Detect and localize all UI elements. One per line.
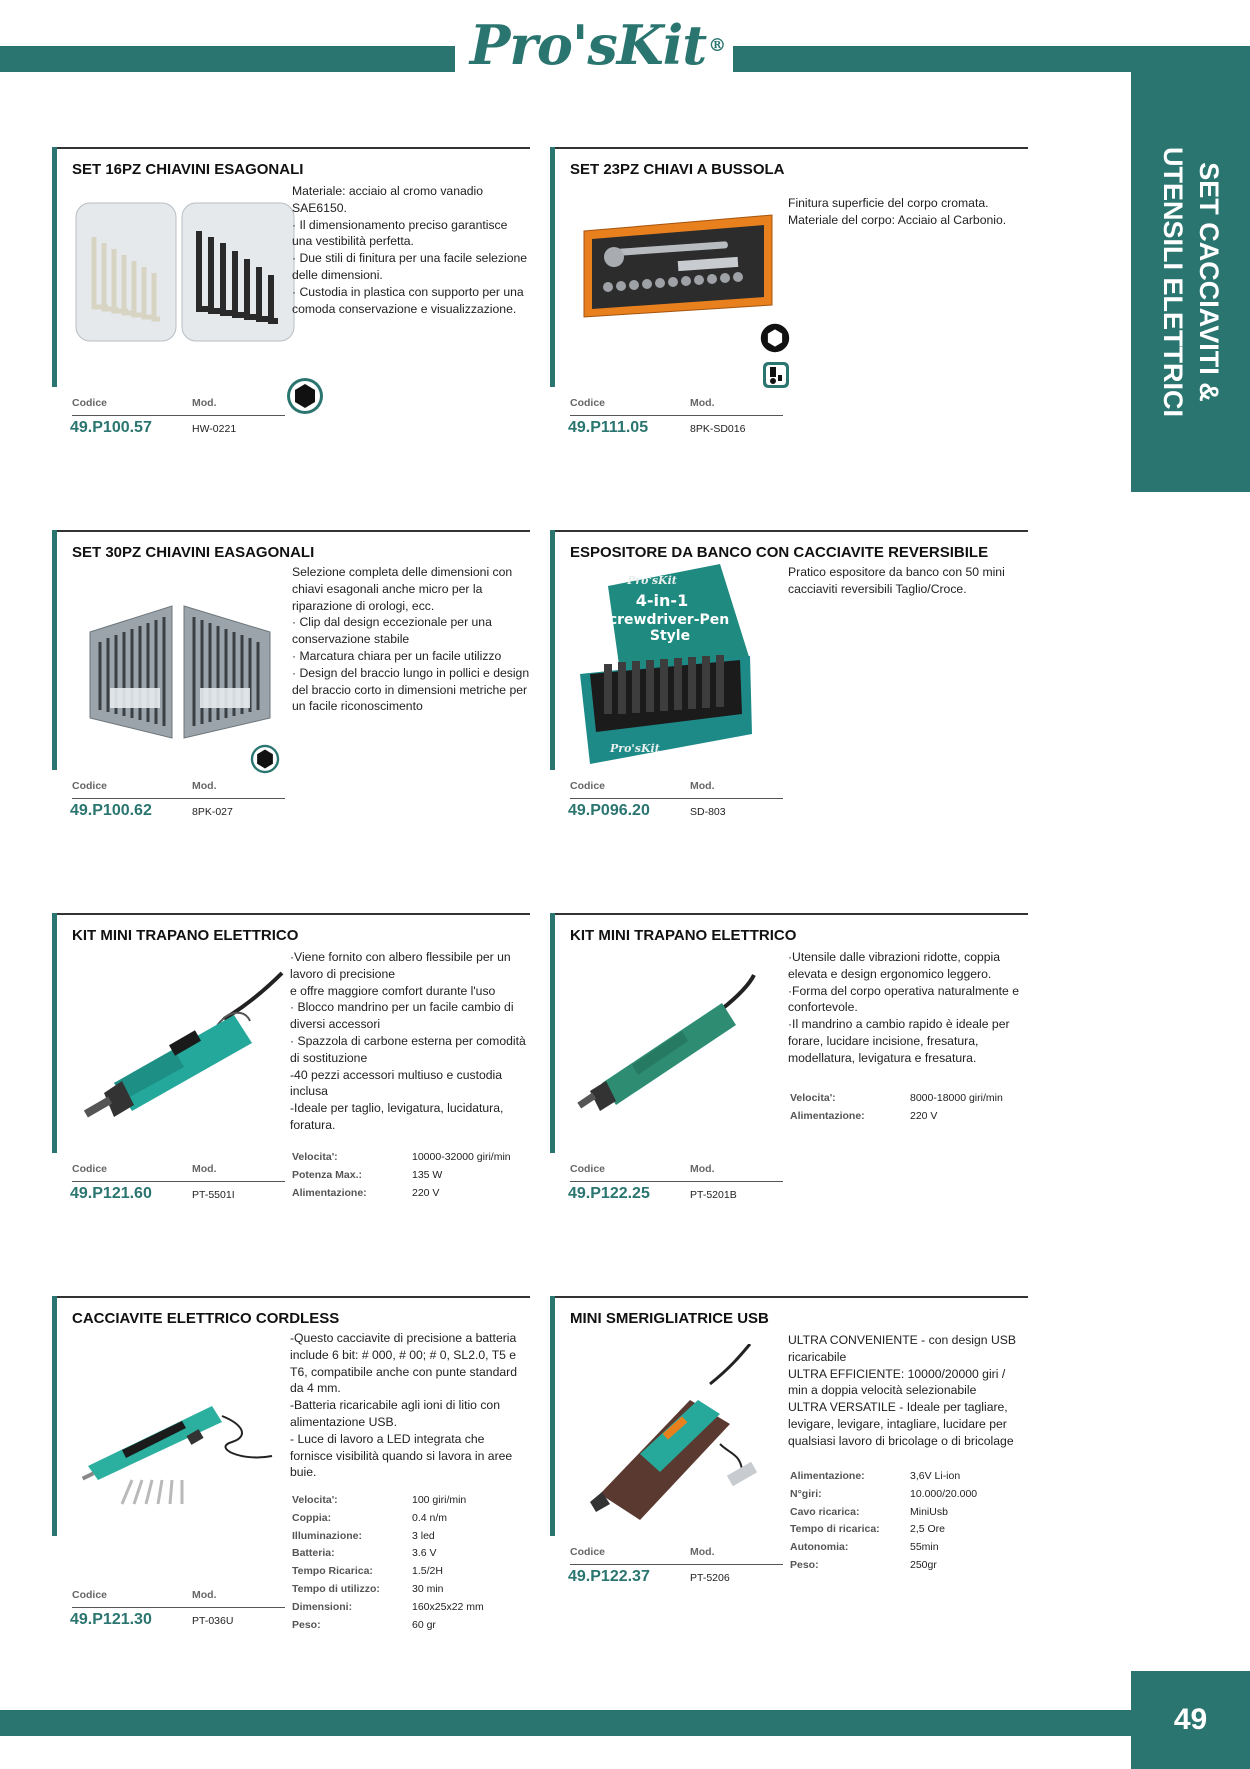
product-description — [788, 564, 1028, 598]
box-brand-text: Pro'sKit — [610, 742, 660, 755]
card-accent-bar — [52, 913, 57, 1153]
code-label: Codice — [570, 780, 606, 792]
spec-value: 8000-18000 giri/min — [910, 1092, 1003, 1104]
product-card — [550, 147, 1028, 477]
description-line: ULTRA VERSATILE - Ideale per tagliare, levigare, levigare, intagliare, lucidare per qualsiasi lavoro di bricolage o di bricolage — [788, 1400, 1014, 1448]
product-code-block — [570, 1546, 790, 1589]
description-line: ULTRA CONVENIENTE - con design USB ricaricabile — [788, 1333, 1017, 1364]
product-code: 49.P111.05 — [568, 419, 649, 436]
description-line: ·Viene fornito con albero flessibile per un lavoro di precisione — [290, 950, 511, 981]
description-line: · Spazzola di carbone esterna per comodità di sostituzione — [290, 1033, 526, 1065]
spec-row — [292, 1185, 511, 1203]
spec-row — [292, 1617, 484, 1635]
spec-row — [790, 1108, 1003, 1126]
product-title: KIT MINI TRAPANO ELETTRICO — [72, 927, 299, 944]
spec-value: 160x25x22 mm — [412, 1600, 484, 1613]
spec-value: 10.000/20.000 — [910, 1487, 978, 1500]
spec-row — [790, 1504, 977, 1522]
product-code: 49.P100.62 — [70, 802, 152, 819]
spec-row — [790, 1521, 977, 1539]
product-title: ESPOSITORE DA BANCO CON CACCIAVITE REVERSIBILE — [570, 544, 989, 561]
code-label: Codice — [72, 397, 108, 409]
product-code-block — [570, 780, 790, 823]
hex-socket-icon — [250, 744, 280, 774]
spec-key: Batteria: — [292, 1547, 335, 1560]
spec-value: 3.6 V — [412, 1547, 437, 1560]
product-card — [550, 913, 1028, 1243]
spec-row — [292, 1492, 484, 1510]
product-description — [290, 949, 530, 1134]
ratchet-drive-icon — [762, 361, 790, 389]
model-label: Mod. — [690, 1163, 715, 1175]
description-line: · Blocco mandrino per un facile cambio di diversi accessori — [290, 1000, 514, 1032]
product-description — [290, 1330, 530, 1481]
spec-row — [292, 1581, 484, 1599]
product-code: 49.P121.30 — [70, 1611, 152, 1628]
description-line: · Il dimensionamento preciso garantisce una vestibilità perfetta. — [292, 217, 508, 249]
spec-table — [790, 1468, 977, 1575]
product-code-block — [72, 397, 292, 440]
product-card — [52, 913, 530, 1243]
product-model: SD-803 — [690, 806, 726, 818]
screwdriver-display-image — [580, 564, 755, 764]
product-model: PT-5201B — [690, 1189, 737, 1201]
product-title: SET 16PZ CHIAVINI ESAGONALI — [72, 161, 304, 178]
product-description — [788, 949, 1028, 1067]
spec-row — [790, 1557, 977, 1575]
product-card — [550, 530, 1028, 860]
model-label: Mod. — [192, 780, 217, 792]
description-line: · Clip dal design eccezionale per una conservazione stabile — [292, 615, 492, 647]
spec-key: Tempo di utilizzo: — [292, 1582, 380, 1595]
model-label: Mod. — [690, 780, 715, 792]
product-code-block — [570, 1163, 790, 1206]
page-number-box — [1131, 1671, 1250, 1769]
cordless-screwdriver-image — [82, 1376, 282, 1506]
spec-key: Peso: — [292, 1618, 321, 1631]
description-line: e offre maggiore comfort durante l'uso — [290, 983, 496, 998]
card-top-rule — [52, 1296, 530, 1298]
model-label: Mod. — [690, 1546, 715, 1558]
card-top-rule — [52, 530, 530, 532]
description-line: Materiale: acciaio al cromo vanadio SAE6150. — [292, 184, 484, 215]
code-label: Codice — [570, 1546, 606, 1558]
spec-value: 3 led — [412, 1529, 435, 1542]
product-title: CACCIAVITE ELETTRICO CORDLESS — [72, 1310, 340, 1327]
card-accent-bar — [550, 1296, 555, 1536]
box-line2-text: Screwdriver-Pen — [598, 612, 730, 628]
description-line: · Due stili di finitura per una facile selezione delle dimensioni. — [292, 251, 528, 282]
product-model: PT-5501I — [192, 1189, 235, 1201]
code-label: Codice — [72, 1589, 108, 1601]
product-title: MINI SMERIGLIATRICE USB — [570, 1310, 769, 1327]
product-card — [52, 1296, 530, 1636]
spec-value: 100 giri/min — [412, 1494, 467, 1506]
description-line: -40 pezzi accessori multiuso e custodia inclusa — [290, 1067, 503, 1099]
box-line3-text: Style — [649, 628, 691, 644]
spec-table — [790, 1090, 1003, 1126]
description-line: ·Forma del corpo operativa naturalmente e confortevole. — [788, 983, 1020, 1015]
product-description — [788, 1332, 1028, 1450]
description-line: -Batteria ricaricabile agli ioni di litio con alimentazione USB. — [290, 1398, 500, 1429]
model-label: Mod. — [192, 1589, 217, 1601]
section-title — [1155, 147, 1227, 417]
product-code-block — [570, 397, 790, 440]
spec-key: Velocita': — [790, 1092, 836, 1104]
product-model: 8PK-SD016 — [690, 423, 746, 435]
spec-key: Velocita': — [292, 1494, 338, 1506]
product-model: PT-5206 — [690, 1572, 730, 1584]
header-bar-right — [733, 46, 1250, 72]
product-code: 49.P121.60 — [70, 1185, 152, 1202]
description-line: Selezione completa delle dimensioni con chiavi esagonali anche micro per la riparazione di orologi, ecc. — [292, 565, 513, 613]
product-title: KIT MINI TRAPANO ELETTRICO — [570, 927, 797, 944]
model-label: Mod. — [192, 397, 217, 409]
description-line: · Design del braccio lungo in pollici e design del braccio corto in dimensioni metriche per un facile riconoscimento — [292, 665, 530, 714]
proskit-logo — [465, 10, 730, 80]
product-code-block — [72, 1163, 292, 1206]
spec-key: Alimentazione: — [790, 1109, 865, 1122]
spec-key: Cavo ricarica: — [790, 1505, 860, 1518]
section-title-line1: SET CACCIAVITI & — [1194, 162, 1224, 402]
card-top-rule — [550, 913, 1028, 915]
model-label: Mod. — [192, 1163, 217, 1175]
product-code-block — [72, 780, 292, 823]
description-line: - Luce di lavoro a LED integrata che fornisce visibilità quando si lavora in aree buie. — [290, 1431, 513, 1480]
product-description — [788, 195, 1028, 229]
spec-row — [790, 1090, 1003, 1108]
spec-key: Alimentazione: — [292, 1186, 367, 1199]
product-title: SET 30PZ CHIAVINI EASAGONALI — [72, 544, 315, 561]
code-label: Codice — [72, 1163, 108, 1175]
hex-key-set-image — [74, 197, 299, 347]
product-code: 49.P122.37 — [568, 1568, 650, 1585]
logo-registered-mark: ® — [708, 34, 726, 56]
spec-key: Dimensioni: — [292, 1600, 353, 1613]
description-line: Finitura superficie del corpo cromata. — [788, 196, 989, 210]
product-code: 49.P122.25 — [568, 1185, 650, 1202]
card-top-rule — [550, 530, 1028, 532]
product-model: PT-036U — [192, 1615, 234, 1627]
description-line: -Questo cacciavite di precisione a batteria include 6 bit: # 000, # 00; # 0, SL2.0, T5 e T6, compatibile anche con punte standard da 4 mm. — [290, 1331, 517, 1396]
description-line: -Ideale per taglio, levigatura, lucidatura, foratura. — [290, 1101, 504, 1132]
card-top-rule — [52, 147, 530, 149]
product-code: 49.P100.57 — [70, 419, 152, 436]
card-accent-bar — [550, 147, 555, 387]
spec-value: 2,5 Ore — [910, 1523, 946, 1536]
description-line: · Marcatura chiara per un facile utilizzo — [292, 648, 502, 663]
spec-row — [790, 1468, 977, 1486]
product-card — [52, 147, 530, 477]
spec-row — [790, 1486, 977, 1504]
spec-key: Coppia: — [292, 1511, 332, 1524]
card-accent-bar — [550, 913, 555, 1153]
page-number: 49 — [1173, 1703, 1208, 1736]
spec-key: Potenza Max.: — [292, 1168, 363, 1181]
usb-grinder-image — [580, 1344, 770, 1524]
spec-key: Alimentazione: — [790, 1470, 865, 1482]
description-line: ULTRA EFFICIENTE: 10000/20000 giri / min a doppia velocità selezionabile — [788, 1366, 1006, 1398]
socket-set-image — [578, 209, 778, 319]
rotary-tool-image — [572, 973, 772, 1113]
product-model: HW-0221 — [192, 423, 237, 435]
spec-key: Tempo Ricarica: — [292, 1565, 373, 1578]
product-model: 8PK-027 — [192, 806, 233, 818]
product-description — [292, 564, 530, 715]
spec-row — [292, 1510, 484, 1528]
spec-key: Velocita': — [292, 1151, 338, 1163]
card-accent-bar — [52, 530, 57, 770]
product-code-block — [72, 1589, 292, 1632]
spec-value: 0.4 n/m — [412, 1511, 448, 1524]
spec-value: MiniUsb — [910, 1505, 948, 1518]
spec-value: 30 min — [412, 1582, 444, 1595]
spec-value: 60 gr — [412, 1618, 436, 1631]
hex-key-set-image — [80, 592, 280, 742]
hex-socket-icon — [760, 323, 790, 353]
product-description — [292, 183, 530, 317]
spec-row — [292, 1599, 484, 1617]
description-line: ·Utensile dalle vibrazioni ridotte, coppia elevata e design ergonomico leggero. — [788, 950, 1001, 981]
spec-row — [292, 1167, 511, 1185]
spec-row — [292, 1545, 484, 1563]
logo-text: Pro'sKit — [469, 13, 707, 77]
spec-key: Illuminazione: — [292, 1529, 363, 1542]
section-side-tab — [1131, 72, 1250, 492]
card-top-rule — [550, 147, 1028, 149]
description-line: Pratico espositore da banco con 50 mini cacciaviti reversibili Taglio/Croce. — [788, 565, 1005, 596]
card-accent-bar — [52, 1296, 57, 1536]
spec-table — [292, 1492, 484, 1634]
header-bar-left — [0, 46, 455, 72]
card-accent-bar — [550, 530, 555, 770]
spec-value: 55min — [910, 1541, 939, 1554]
rotary-tool-image — [74, 971, 284, 1141]
code-label: Codice — [570, 397, 606, 409]
spec-row — [292, 1563, 484, 1581]
box-line1-text: 4-in-1 — [635, 591, 689, 610]
card-accent-bar — [52, 147, 57, 387]
product-title: SET 23PZ CHIAVI A BUSSOLA — [570, 161, 785, 178]
description-line: Materiale del corpo: Acciaio al Carbonio. — [788, 212, 1007, 227]
spec-value: 1.5/2H — [412, 1565, 443, 1578]
product-card — [550, 1296, 1028, 1626]
card-top-rule — [52, 913, 530, 915]
product-code: 49.P096.20 — [568, 802, 650, 819]
description-line: · Custodia in plastica con supporto per una comoda conservazione e visualizzazione. — [292, 284, 524, 316]
spec-row — [292, 1528, 484, 1546]
description-line: ·Il mandrino a cambio rapido è ideale per forare, lucidare incisione, fresatura, modellatura, levigatura e fresatura. — [788, 1017, 1010, 1065]
spec-table — [292, 1149, 511, 1202]
code-label: Codice — [570, 1163, 606, 1175]
spec-value: 135 W — [412, 1168, 443, 1181]
product-card — [52, 530, 530, 860]
code-label: Codice — [72, 780, 108, 792]
model-label: Mod. — [690, 397, 715, 409]
section-title-line2: UTENSILI ELETTRICI — [1158, 147, 1188, 417]
spec-value: 10000-32000 giri/min — [412, 1151, 511, 1163]
card-top-rule — [550, 1296, 1028, 1298]
spec-row — [292, 1149, 511, 1167]
spec-key: Autonomia: — [790, 1541, 849, 1554]
footer-bar — [0, 1710, 1131, 1736]
spec-value: 3,6V Li-ion — [910, 1470, 961, 1482]
spec-value: 220 V — [412, 1186, 440, 1199]
spec-key: N°giri: — [790, 1487, 822, 1500]
spec-key: Tempo di ricarica: — [790, 1523, 880, 1536]
box-brand-text: Pro'sKit — [627, 574, 677, 587]
spec-value: 250gr — [910, 1558, 937, 1571]
spec-row — [790, 1539, 977, 1557]
spec-key: Peso: — [790, 1558, 819, 1571]
spec-value: 220 V — [910, 1109, 938, 1122]
